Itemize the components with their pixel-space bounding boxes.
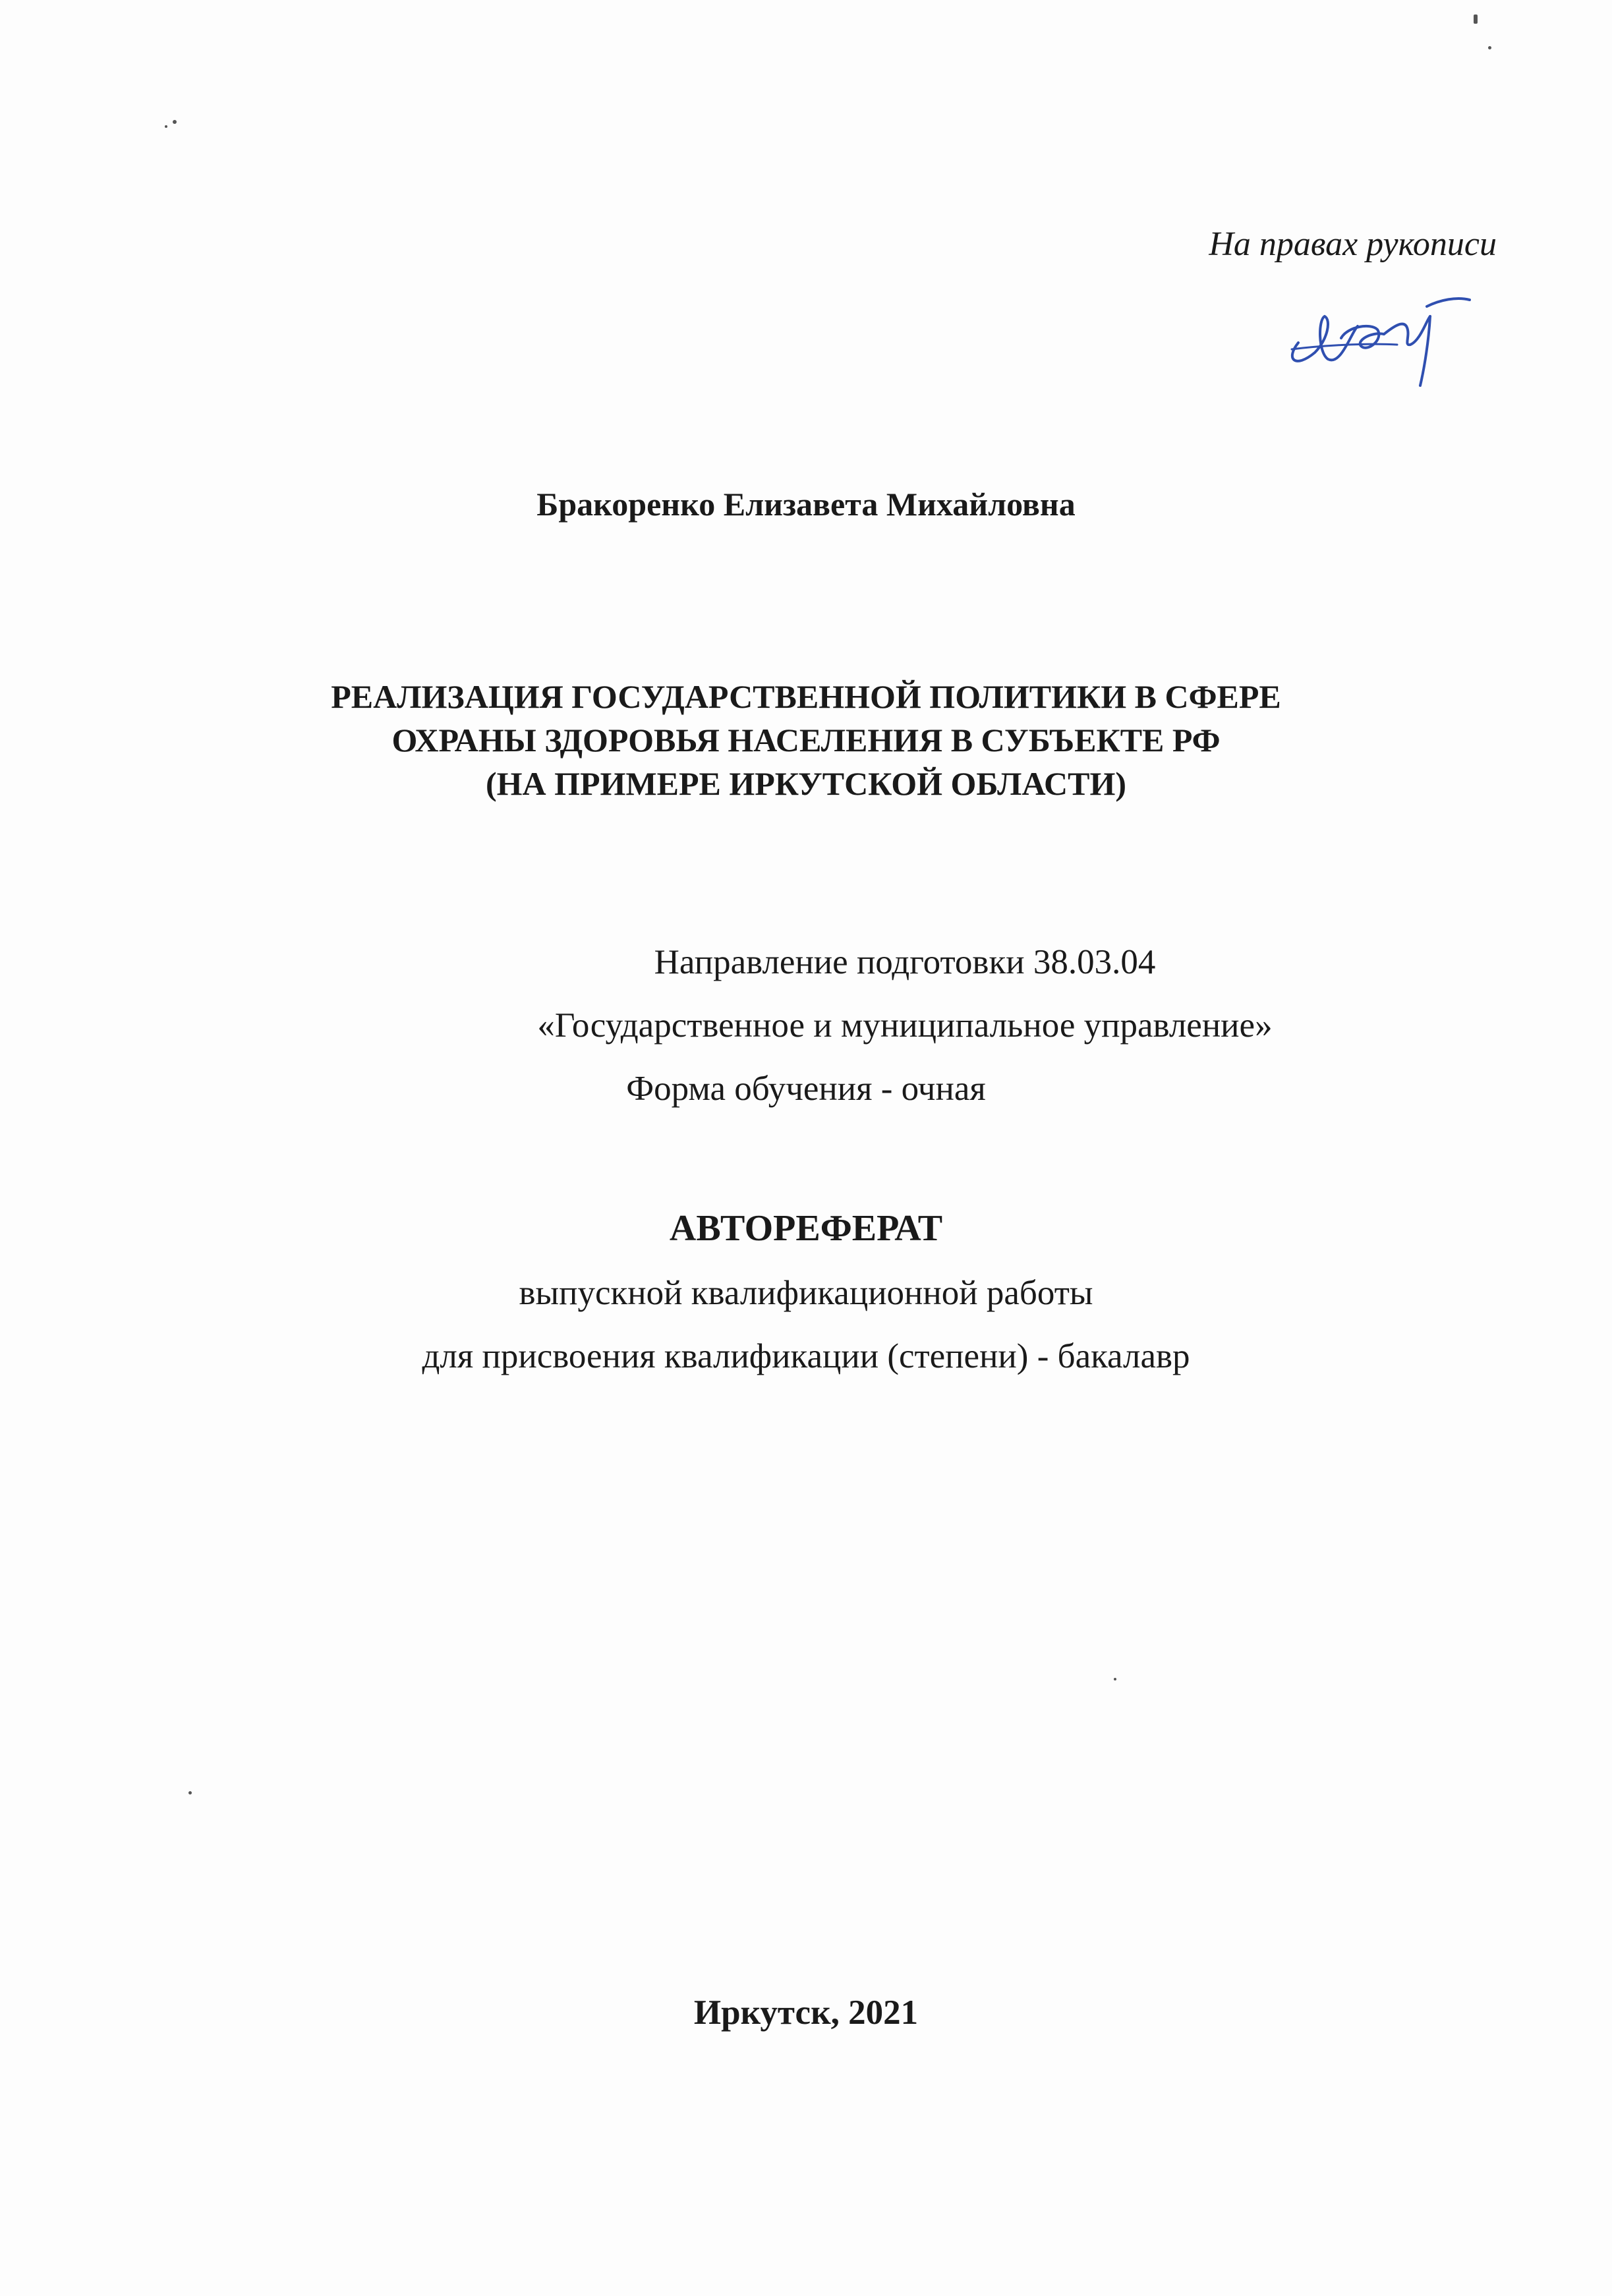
document-subtitle-1: выпускной квалификационной работы [519,1274,1093,1312]
scan-speck [188,1791,192,1794]
author-name: Бракоренко Елизавета Михайловна [536,486,1076,523]
title-line-1: РЕАЛИЗАЦИЯ ГОСУДАРСТВЕННОЙ ПОЛИТИКИ В СФЕРЕ [331,678,1281,715]
scan-speck [1474,14,1478,24]
training-direction: Направление подготовки 38.03.04 [654,943,1156,981]
study-form: Форма обучения - очная [626,1070,986,1108]
signature-icon [1279,280,1476,392]
title-line-3: (НА ПРИМЕРЕ ИРКУТСКОЙ ОБЛАСТИ) [485,765,1127,802]
place-and-year: Иркутск, 2021 [693,1994,919,2032]
document-type-heading: АВТОРЕФЕРАТ [669,1208,943,1249]
scan-speck [165,125,167,128]
document-subtitle-2: для присвоения квалификации (степени) - бакалавр [422,1337,1190,1375]
scan-speck [1114,1678,1116,1680]
scan-speck [1488,46,1491,49]
manuscript-note: На правах рукописи [1209,225,1497,263]
specialty-name: «Государственное и муниципальное управление» [537,1006,1273,1045]
scan-speck [173,120,177,124]
title-line-2: ОХРАНЫ ЗДОРОВЬЯ НАСЕЛЕНИЯ В СУБЪЕКТЕ РФ [391,722,1221,759]
